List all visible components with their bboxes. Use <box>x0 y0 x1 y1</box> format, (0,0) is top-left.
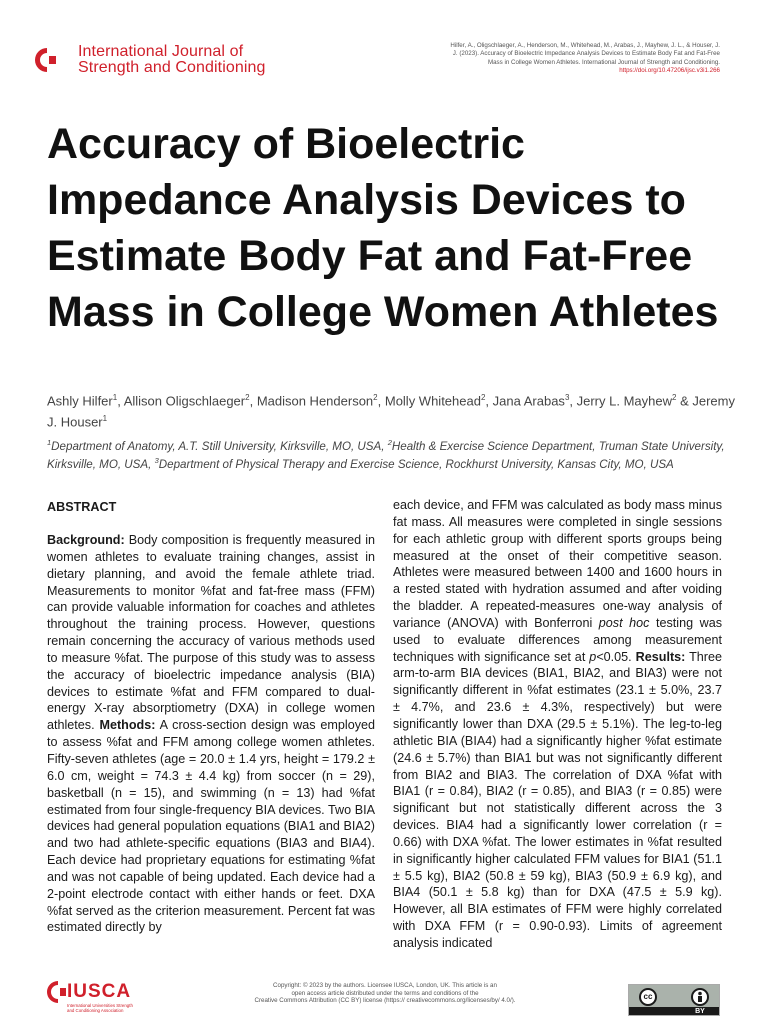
author-affiliation-marker: 1 <box>102 414 108 424</box>
abstract-text-right <box>393 497 722 952</box>
affiliation-text: Department of Anatomy, A.T. Still University, Kirksville, MO, USA, <box>51 439 388 453</box>
author-name: Jerry L. Mayhew <box>576 393 672 409</box>
affiliations <box>47 436 737 473</box>
citation-line-2: J. (2023). Accuracy of Bioelectric Impedance Analysis Devices to Estimate Body Fat and Fat-Free <box>452 50 720 58</box>
author-name: Allison Oligschlaeger <box>123 393 246 409</box>
journal-name <box>78 44 266 76</box>
affiliation-marker: 2 <box>387 438 392 447</box>
abstract-right-column <box>393 497 722 952</box>
section-label: Background: <box>47 533 125 547</box>
iusca-logo-icon <box>47 980 67 1004</box>
author-name: Jana Arabas <box>492 393 565 409</box>
copyright-line-2: open access article distributed under the terms and conditions of the <box>291 989 479 997</box>
iusca-subtitle-line-1: International Universities Strength <box>67 1003 133 1008</box>
author-name: Jeremy J. Houser <box>47 393 735 430</box>
author-affiliation-marker: 2 <box>373 393 378 402</box>
copyright-line-1: Copyright: © 2023 by the authors. Licensee IUSCA, London, UK. This article is an <box>273 982 497 989</box>
body-text: p <box>589 649 597 664</box>
journal-name-line-1: International Journal of <box>78 43 244 60</box>
citation <box>420 42 720 75</box>
copyright-notice <box>240 982 530 1005</box>
cc-by-license-badge[interactable] <box>628 984 720 1016</box>
journal-name-line-2: Strength and Conditioning <box>78 59 266 76</box>
body-text: post hoc <box>598 615 650 630</box>
author-affiliation-marker: 1 <box>112 393 118 402</box>
doi-link[interactable]: https://doi.org/10.47206/ijsc.v3i1.266 <box>619 66 720 74</box>
author-affiliation-marker: 2 <box>245 393 250 402</box>
iusca-logo <box>47 980 177 1016</box>
author-name: Madison Henderson <box>256 393 374 409</box>
author-affiliation-marker: 3 <box>564 393 570 402</box>
section-label: Results: <box>635 649 686 664</box>
body-text: <0.05. <box>596 649 636 664</box>
iusca-subtitle <box>67 1003 187 1013</box>
article-title: Accuracy of Bioelectric Impedance Analysis Devices to Estimate Body Fat and Fat-Free Mass in College Women Athletes <box>47 120 719 336</box>
affiliation-text: Department of Physical Therapy and Exercise Science, Rockhurst University, Kansas City, MO, USA <box>158 458 674 472</box>
iusca-subtitle-line-2: and Conditioning Association <box>67 1008 124 1014</box>
cc-icon: cc <box>639 988 657 1006</box>
abstract-text-left <box>47 532 375 936</box>
body-text: A cross-section design was employed to assess %fat and FFM among college women athletes. Fifty-seven athletes (age = 20.0 ± 1.4 yrs, height = 179.2 ± 6.0 cm, weight = 74.3 ± 4.4 kg) from soccer (n = 29), basketball (n = 15), and swimming (n = 13) had %fat estimated from four single-frequency BIA devices. Two BIA devices had general population equations (BIA1 and BIA2) and two had athlete-specific equations (BIA3 and BIA4). Each device had proprietary equations for estimating %fat and was not capable of being updated. Each device had a 2-point electrode contact with either hands or feet. DXA %fat served as the criterion measurement. Percent fat was estimated directly by <box>47 718 375 935</box>
author-name: Molly Whitehead <box>384 393 481 409</box>
affiliation-text: Health & Exercise Science Department, Truman State University, Kirksville, MO, USA, <box>47 439 725 472</box>
section-label: Methods: <box>99 718 156 733</box>
abstract-left-column <box>47 532 375 936</box>
affiliation-marker: 3 <box>154 456 159 466</box>
journal-logo-icon <box>34 47 70 73</box>
body-text: testing was used to evaluate differences among measurement techniques with significance set at <box>393 615 723 664</box>
journal-logo <box>34 44 334 78</box>
body-text: each device, and FFM was calculated as body mass minus fat mass. All measures were completed in single sessions for each athletic group with different sports groups being measured at the onset of their competitive season. Athletes were measured between 1400 and 1600 hours in a rested stated with hydration assumed and after voiding the bladder. A repeated-measures one-way analysis of variance (ANOVA) with Bonferroni <box>393 498 722 630</box>
abstract-heading: ABSTRACT <box>47 500 117 514</box>
copyright-line-3[interactable]: Creative Commons Attribution (CC BY) license (https:// creativecommons.org/licenses/by/ 4.0/). <box>254 997 516 1004</box>
iusca-name: IUSCA <box>67 981 132 1002</box>
citation-line-3: Mass in College Women Athletes. International Journal of Strength and Conditioning. <box>487 58 720 66</box>
author-affiliation-marker: 2 <box>672 393 677 402</box>
cc-by-label: BY <box>695 1008 705 1015</box>
author-list: Ashly Hilfer$^1$, Allison Oligschlaeger$^2$, Madison Henderson$^2$, Molly Whitehead$^2$, Jana Arabas$^3$, Jerry L. Mayhew$^2$ & Jeremy J. Houser$^1$ <box>47 393 735 430</box>
affiliation-marker: 1 <box>47 438 52 447</box>
citation-line-1: Hilfer, A., Oligschlaeger, A., Henderson, M., Whitehead, M., Arabas, J., Mayhew, J. L., & Houser, J. <box>450 42 720 49</box>
body-text: Three arm-to-arm BIA devices (BIA1, BIA2, and BIA3) were not significantly different in %fat estimates (23.1 ± 5.0%, 23.7 ± 4.7%, and 23.6 ± 4.3%, respectively) but were significantly lower than DXA (29.5 ± 5.1%). The leg-to-leg athletic BIA (BIA4) had a significantly higher %fat estimate (24.6 ± 5.7%) than BIA1 but was not significantly different from BIA2 and BIA3. The correlation of DXA %fat with BIA1 (r = 0.84), BIA2 (r = 0.85), and BIA3 (r = 0.85) were significant but not statistically different across the 3 devices. BIA4 had a significantly lower correlation (r = 0.66) with DXA %fat. The lower estimates in %fat resulted in significantly higher calculated FFM values for BIA1 (51.1 ± 5.5 kg), BIA2 (50.8 ± 59 kg), BIA3 (50.9 ± 6.9 kg), and BIA4 (50.1 ± 5.8 kg) than for DXA (47.5 ± 5.9 kg). However, all BIA estimates of FFM were highly correlated with DXA FFM (r = 0.90-0.93). Limits of agreement analysis indicated <box>393 649 722 950</box>
author-name: Ashly Hilfer <box>47 393 113 409</box>
author-affiliation-marker: 2 <box>480 393 486 402</box>
body-text: Body composition is frequently measured in women athletes to evaluate training changes, assist in dietary planning, and avoid the female athlete triad. Measurements to monitor %fat and fat-free mass (FFM) can provide valuable information for coaches and athletes throughout the training process. However, questions remain concerning the accuracy of various methods used to measure %fat. The purpose of this study was to assess the accuracy of bioelectric impedance analysis (BIA) devices to estimate %fat and FFM compared to dual-energy X-ray absorptiometry (DXA) in college women athletes. <box>47 533 375 733</box>
attribution-person-icon <box>691 988 709 1006</box>
